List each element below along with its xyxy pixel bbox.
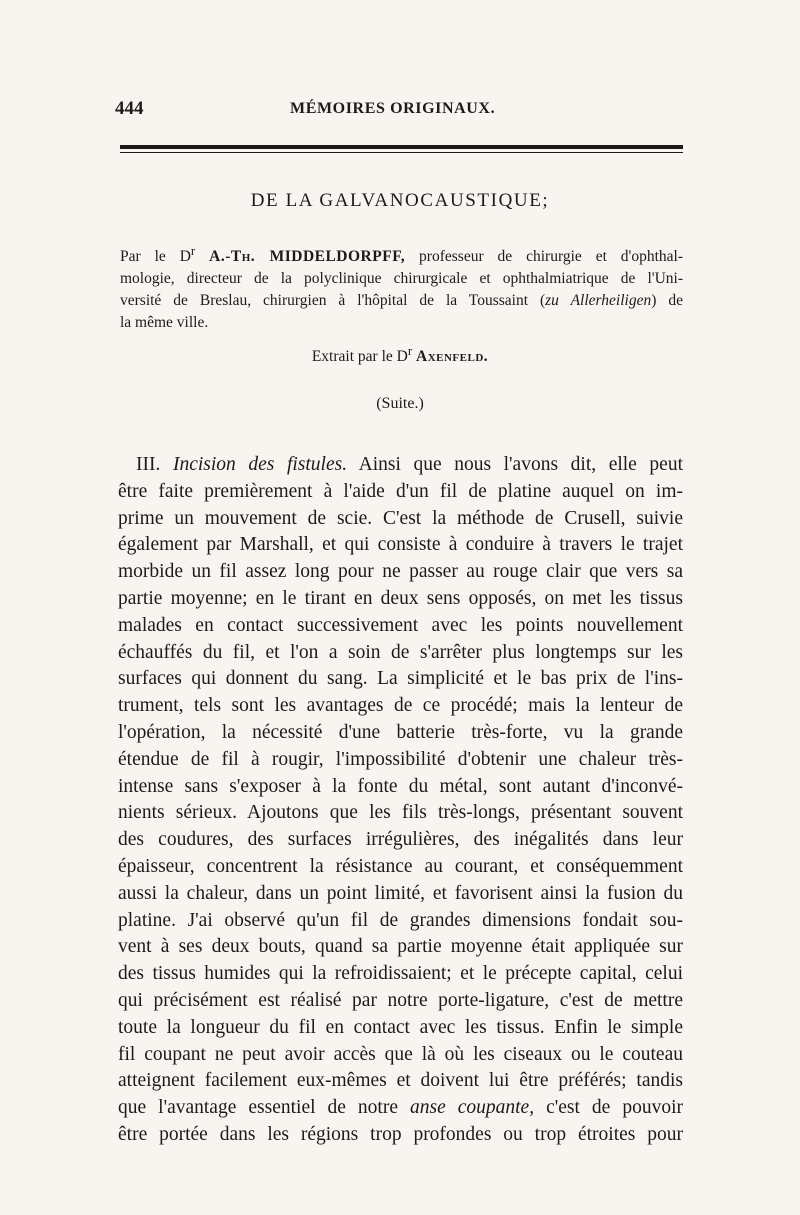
body-line: des tissus humides qui la refroidissaient; et le précepte capital, celui <box>118 963 683 985</box>
body-line: malades en contact successivement avec les points nouvellement <box>118 614 683 636</box>
byline-line <box>120 240 683 268</box>
body-line <box>118 452 683 479</box>
running-title: MÉMOIRES ORIGINAUX. <box>290 100 496 117</box>
body-line: aussi la chaleur, dans un point limité, et favorisent ainsi la fusion du <box>118 882 683 904</box>
anse-coupante: anse coupante, <box>409 1097 535 1119</box>
body-line-rest: Ainsi que nous l'avons dit, elle peut <box>347 454 684 475</box>
body-line: toute la longueur du fil en contact avec les tissus. Enfin le simple <box>118 1016 683 1038</box>
body-lines <box>118 479 683 1095</box>
byline-prefix-sup: r <box>190 243 196 258</box>
body-line: nients sérieux. Ajoutons que les fils très-longs, présentant souvent <box>118 802 683 824</box>
body-line: atteignent facilement eux-mêmes et doivent lui être préférés; tandis <box>118 1070 683 1092</box>
continuation-note: (Suite.) <box>376 395 424 412</box>
header-rule-thick <box>120 145 683 149</box>
body-line: surfaces qui donnent du sang. La simplicité et le bas prix de l'ins- <box>118 668 683 690</box>
body-line: être portée dans les régions trop profondes ou trop étroites pour <box>118 1123 683 1145</box>
byline-hospital-german: zu Allerheiligen <box>545 292 652 310</box>
body-line-start: que l'avantage essentiel de notre <box>118 1097 410 1119</box>
header-rule-thin <box>120 152 683 153</box>
body-line: être faite premièrement à l'aide d'un fil de platine auquel on im- <box>118 480 683 502</box>
byline-affiliation-start: professeur de chirurgie et d'ophthal- <box>405 248 684 266</box>
byline-prefix: Par le D <box>120 248 191 266</box>
extract-prefix: Extrait par le D <box>311 348 408 366</box>
article-title: DE LA GALVANOCAUSTIQUE; <box>250 190 550 211</box>
body-line: intense sans s'exposer à la fonte du métal, sont autant d'inconvé- <box>118 775 683 797</box>
body-line: étendue de fil à rougir, l'impossibilité d'obtenir une chaleur très- <box>118 748 683 770</box>
extract-author: Axenfeld. <box>416 348 489 366</box>
author-name: A.-Th. MIDDELDORPFF, <box>209 248 406 266</box>
byline-affiliation: versité de Breslau, chirurgien à l'hôpital de la Toussaint ( <box>120 292 546 310</box>
body-line: morbide un fil assez long pour ne passer au rouge clair que vers sa <box>118 561 683 583</box>
body-line-end: c'est de pouvoir <box>534 1097 683 1119</box>
extract-credit <box>0 343 800 366</box>
body-line: également par Marshall, et qui consiste à conduire à travers le trajet <box>118 534 683 556</box>
body-line: qui précisément est réalisé par notre porte-ligature, c'est de mettre <box>118 989 683 1011</box>
byline-affiliation-end: ) de <box>651 292 683 310</box>
body-line: platine. J'ai observé qu'un fil de grandes dimensions fondait sou- <box>118 909 683 931</box>
body-text <box>118 452 683 1149</box>
body-line: échauffés du fil, et l'on a soin de s'arrêter plus longtemps sur les <box>118 641 683 663</box>
section-number: III. <box>136 454 173 475</box>
body-line: partie moyenne; en le tirant en deux sens opposés, on met les tissus <box>118 587 683 609</box>
body-line: vent à ses deux bouts, quand sa partie moyenne était appliquée sur <box>118 936 683 958</box>
body-line: trument, tels sont les avantages de ce procédé; mais la lenteur de <box>118 695 683 717</box>
section-title: Incision des fistules. <box>172 454 348 475</box>
body-line: des coudures, des surfaces irrégulières, des inégalités dans leur <box>118 829 683 851</box>
body-line <box>118 1095 683 1122</box>
body-line: l'opération, la nécessité d'une batterie très-forte, vu la grande <box>118 721 683 743</box>
body-line: prime un mouvement de scie. C'est la méthode de Crusell, suivie <box>118 507 683 529</box>
byline-line <box>120 290 683 312</box>
byline <box>120 240 683 334</box>
page-number: 444 <box>115 98 144 119</box>
extract-prefix-sup: r <box>407 343 413 358</box>
body-line: épaisseur, concentrent la résistance au courant, et conséquemment <box>118 855 683 877</box>
byline-line: la même ville. <box>120 314 209 332</box>
byline-line: mologie, directeur de la polyclinique chirurgicale et ophthalmiatrique de l'Uni- <box>120 270 683 288</box>
body-line: fil coupant ne peut avoir accès que là où les ciseaux ou le couteau <box>118 1043 683 1065</box>
